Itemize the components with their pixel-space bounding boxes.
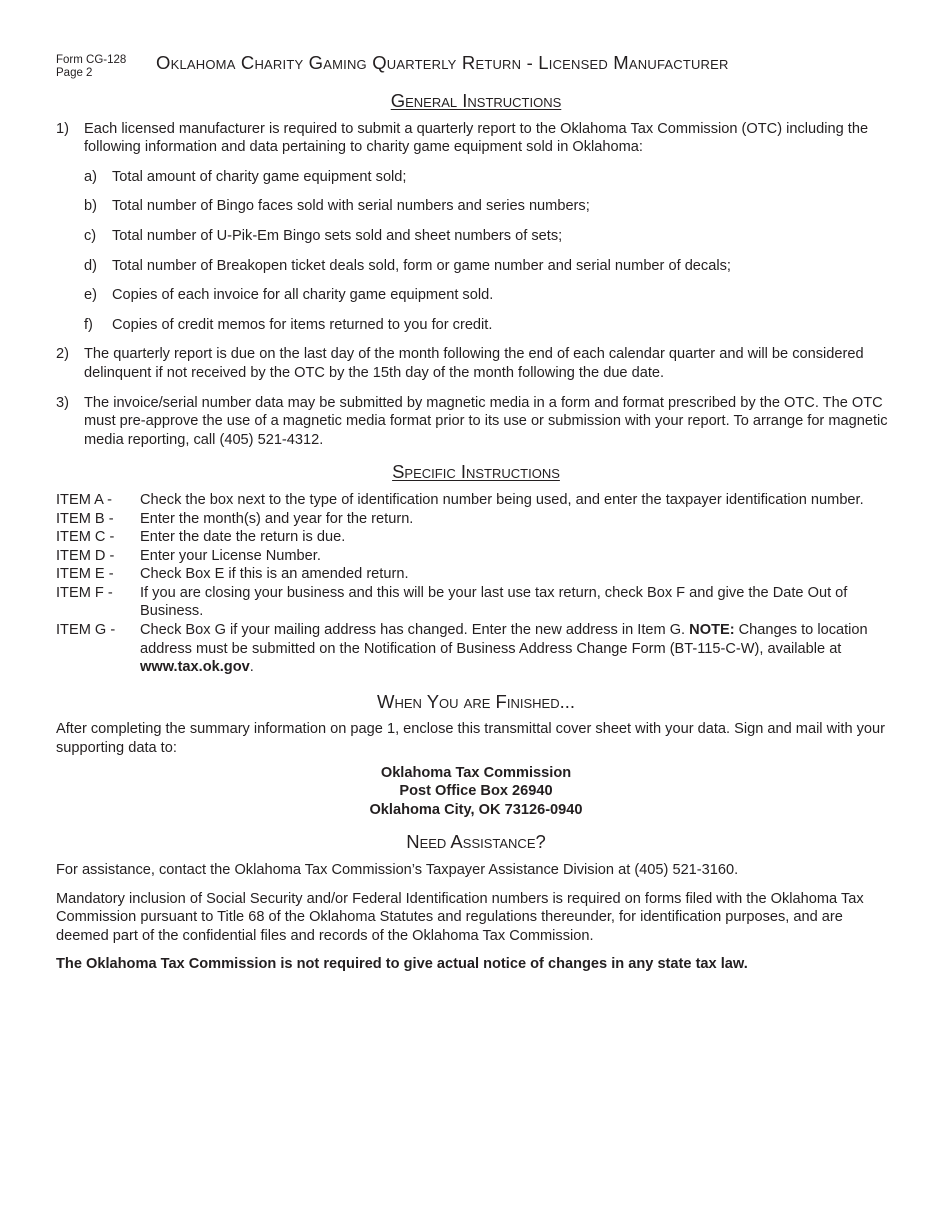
item-a-row: ITEM A - Check the box next to the type of identification number being used, and enter the taxpayer identification number.: [56, 491, 864, 508]
item-text: The quarterly report is due on the last day of the month following the end of each calendar quarter and will be considered delinquent if not received by the OTC by the 15th day of the month following the due date.: [84, 346, 864, 381]
sub-item-c: c) Total number of U-Pik-Em Bingo sets sold and sheet numbers of sets;: [84, 227, 563, 244]
note-label: NOTE:: [689, 622, 735, 639]
document-title: Oklahoma Charity Gaming Quarterly Return - Licensed Manufacturer: [156, 52, 729, 73]
sub-item-e: e) Copies of each invoice for all charity game equipment sold.: [84, 287, 494, 304]
general-item-2: [56, 345, 896, 382]
page-label: Page 2: [56, 66, 93, 79]
item-number: 1): [56, 120, 69, 137]
mandatory-id-notice: Mandatory inclusion of Social Security and/or Federal Identification numbers is required on forms filed with the Oklahoma Tax Commission pursuant to Title 68 of the Oklahoma Statutes and regulations thereunder, for identification purposes, and are deemed part of the confidential files and records of the Oklahoma Tax Commission.: [56, 890, 864, 944]
general-instructions-heading: General Instructions: [390, 90, 562, 111]
item-text: Each licensed manufacturer is required to submit a quarterly report to the Oklahoma Tax Commission (OTC) including the following information and data pertaining to charity game equipment sold in Oklahoma:: [84, 120, 869, 156]
item-b-row: ITEM B - Enter the month(s) and year for the return.: [56, 510, 414, 527]
required-data-list: [84, 168, 896, 335]
website-link[interactable]: www.tax.ok.gov: [140, 659, 250, 676]
mailing-instructions: After completing the summary information on page 1, enclose this transmittal cover sheet with your data. Sign and mail with your supporting data to:: [56, 721, 886, 757]
sub-item-d: d) Total number of Breakopen ticket deals sold, form or game number and serial number of decals;: [84, 257, 731, 274]
item-g-row: ITEM G - Check Box G if your mailing address has changed. Enter the new address in Item G. NOTE: Changes to location address must be submitted on the Notification of Business Address Change Form (BT-115-C-W), available at www.tax.ok.gov.: [56, 622, 868, 676]
assistance-contact: For assistance, contact the Oklahoma Tax Commission’s Taxpayer Assistance Division at (405) 521-3160.: [56, 862, 739, 878]
item-number: 2): [56, 346, 69, 363]
item-number: 3): [56, 394, 69, 411]
sub-item-f: f) Copies of credit memos for items returned to you for credit.: [84, 316, 493, 333]
tax-law-notice: The Oklahoma Tax Commission is not required to give actual notice of changes in any state tax law.: [56, 956, 748, 973]
address-line: Oklahoma Tax Commission: [380, 764, 572, 781]
item-e-row: ITEM E - Check Box E if this is an amended return.: [56, 566, 409, 583]
need-assistance-heading: Need Assistance?: [406, 831, 546, 853]
address-line: Post Office Box 26940: [399, 783, 553, 800]
form-page: [56, 52, 896, 974]
general-item-1: [56, 120, 896, 335]
general-instructions-list: [56, 120, 896, 450]
address-line: Oklahoma City, OK 73126-0940: [369, 801, 583, 818]
when-finished-heading: When You are Finished...: [376, 690, 575, 712]
form-number: Form CG-128: [56, 54, 127, 66]
item-d-row: ITEM D - Enter your License Number.: [56, 547, 321, 564]
item-c-row: ITEM C - Enter the date the return is due.: [56, 529, 346, 546]
form-identifier: [56, 54, 126, 79]
specific-instructions-list: [56, 491, 896, 677]
general-item-3: [56, 394, 896, 450]
specific-instructions-heading: Specific Instructions: [392, 461, 560, 483]
item-f-row: ITEM F - If you are closing your business and this will be your last use tax return, check Box F and give the Date Out of Business.: [56, 584, 848, 620]
sub-item-a: a) Total amount of charity game equipment sold;: [84, 168, 407, 185]
sub-item-b: b) Total number of Bingo faces sold with serial numbers and series numbers;: [84, 198, 590, 215]
item-text: The invoice/serial number data may be submitted by magnetic media in a form and format prescribed by the OTC. The OTC must pre-approve the use of a magnetic media format prior to its use or submission with your report. To arrange for magnetic media reporting, call (405) 521-4312.: [84, 394, 888, 448]
mailing-address: [56, 764, 896, 820]
